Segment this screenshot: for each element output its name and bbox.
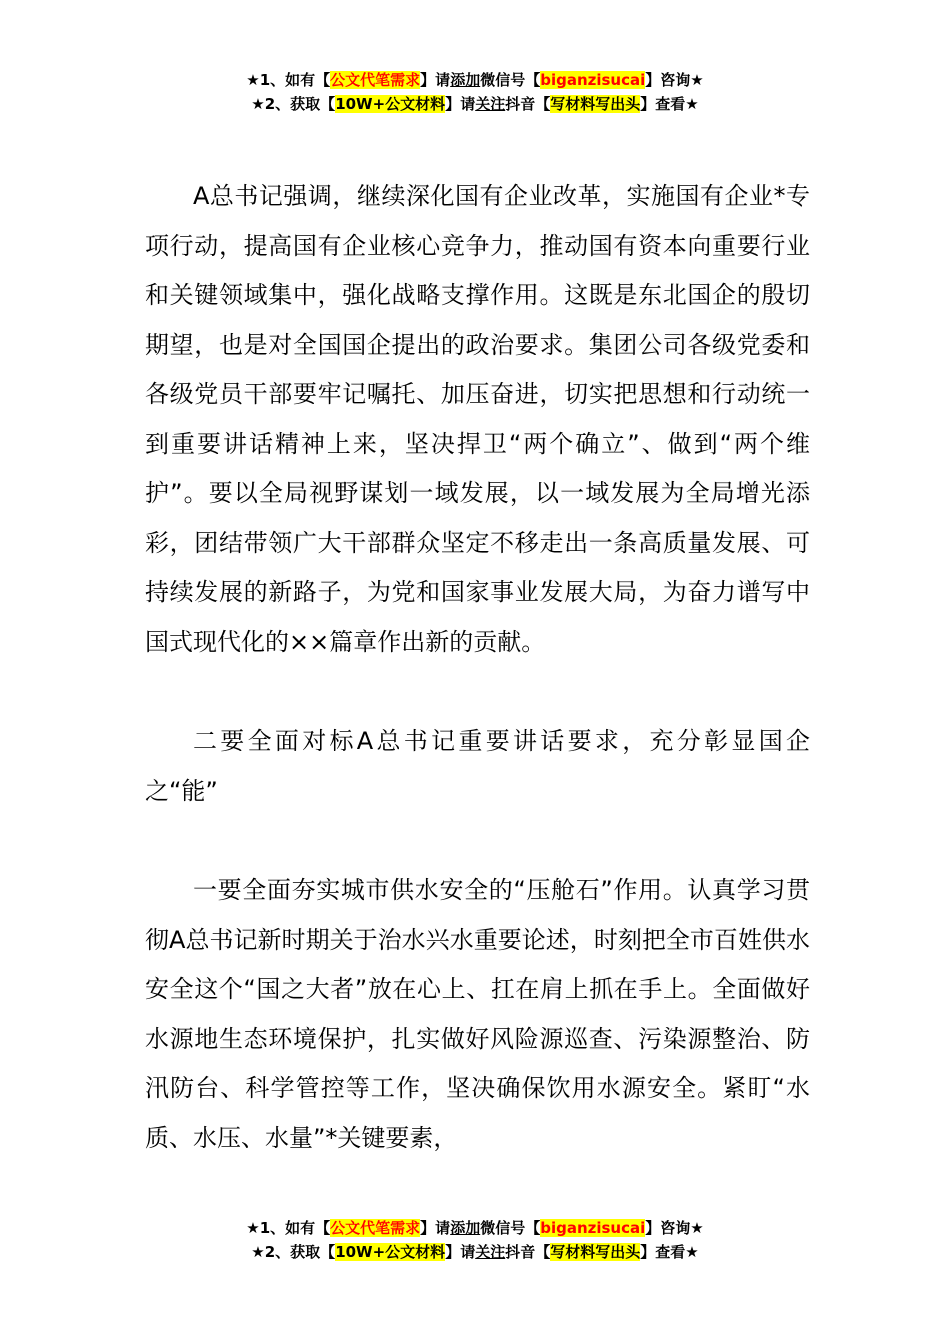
footer-line-1 [0,1216,950,1240]
footer-line-1-suffix: 】咨询★ [645,1219,704,1237]
header-line-1-text-2: 微信号【 [480,71,541,89]
header-line-1 [0,68,950,92]
footer-service-highlight: 公文代笔需求 [330,1219,421,1237]
header-line-1-suffix: 】咨询★ [645,71,704,89]
header-add-underlined: 添加 [450,71,481,89]
header-line-2-prefix: ★2、获取【 [251,95,336,113]
footer-line-1-text-2: 微信号【 [480,1219,541,1237]
footer-add-underlined: 添加 [450,1219,481,1237]
header-wechat-id: biganzisucai [540,71,646,89]
header-line-2-suffix: 】查看★ [640,95,699,113]
footer-materials-highlight: 10W+公文材料 [335,1243,446,1261]
header-banner [0,68,950,116]
footer-line-1-text: 】请 [420,1219,451,1237]
paragraph-2: 一要全面夯实城市供水安全的“压舱石”作用。认真学习贯彻A总书记新时期关于治水兴水重要论述，时刻把全市百姓供水安全这个“国之大者”放在心上、扛在肩上抓在手上。全面做好水源地生态环境保护，扎实做好风险源巡查、污染源整治、防汛防台、科学管控等工作，坚决确保饮用水源安全。紧盯“水质、水压、水量”*关键要素， [145,876,810,1152]
header-line-1-text: 】请 [420,71,451,89]
footer-banner [0,1216,950,1264]
footer-line-2 [0,1240,950,1264]
header-line-2 [0,92,950,116]
footer-line-2-text-2: 抖音【 [505,1243,551,1261]
section-heading: 二要全面对标A总书记重要讲话要求，充分彰显国企之“能” [145,727,810,805]
footer-line-2-suffix: 】查看★ [640,1243,699,1261]
paragraph-1: A总书记强调，继续深化国有企业改革，实施国有企业*专项行动，提高国有企业核心竞争力，推动国有资本向重要行业和关键领域集中，强化战略支撑作用。这既是东北国企的殷切期望，也是对全国国企提出的政治要求。集团公司各级党委和各级党员干部要牢记嘱托、加压奋进，切实把思想和行动统一到重要讲话精神上来，坚决捍卫“两个确立”、做到“两个维护”。要以全局视野谋划一域发展，以一域发展为全局增光添彩，团结带领广大干部群众坚定不移走出一条高质量发展、可持续发展的新路子，为党和国家事业发展大局，为奋力谱写中国式现代化的××篇章作出新的贡献。 [145,182,810,656]
footer-follow-underlined: 关注 [475,1243,506,1261]
header-service-highlight: 公文代笔需求 [330,71,421,89]
header-line-1-prefix: ★1、如有【 [246,71,331,89]
header-materials-highlight: 10W+公文材料 [335,95,446,113]
header-follow-underlined: 关注 [475,95,506,113]
footer-line-2-prefix: ★2、获取【 [251,1243,336,1261]
document-body [145,172,810,1163]
footer-douyin-account: 写材料写出头 [550,1243,641,1261]
footer-line-1-prefix: ★1、如有【 [246,1219,331,1237]
footer-wechat-id: biganzisucai [540,1219,646,1237]
header-line-2-text-2: 抖音【 [505,95,551,113]
header-douyin-account: 写材料写出头 [550,95,641,113]
footer-line-2-text: 】请 [445,1243,476,1261]
header-line-2-text: 】请 [445,95,476,113]
